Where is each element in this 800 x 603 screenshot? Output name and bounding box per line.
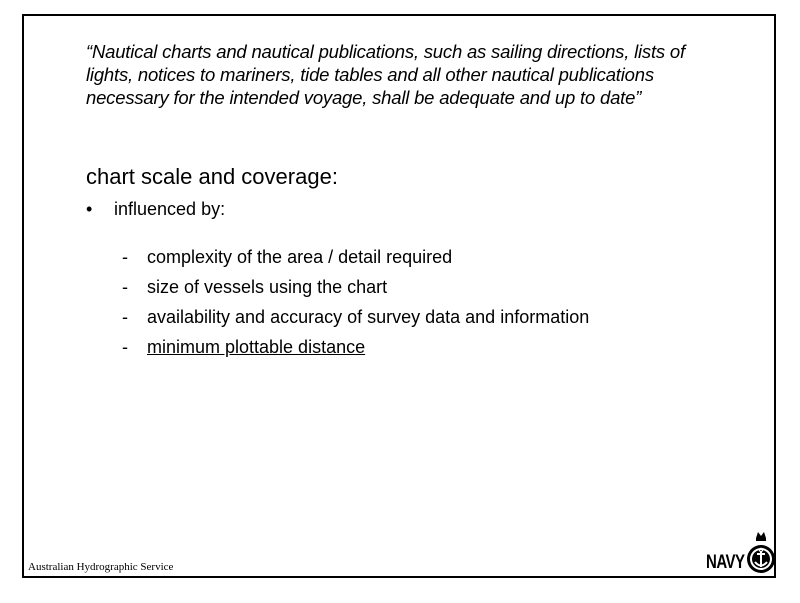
dash-marker: - xyxy=(122,337,128,357)
bullet-item xyxy=(86,199,225,220)
list-item-text: size of vessels using the chart xyxy=(147,277,388,297)
list-item xyxy=(122,276,589,306)
list-item-text: availability and accuracy of survey data and information xyxy=(147,307,590,327)
list-item-text: minimum plottable distance xyxy=(147,337,366,357)
bullet-text: influenced by: xyxy=(114,199,226,219)
list-item xyxy=(122,336,589,366)
sub-list xyxy=(122,246,589,366)
dash-marker: - xyxy=(122,247,128,267)
list-item-text: complexity of the area / detail required xyxy=(147,247,453,267)
navy-logo xyxy=(706,530,776,576)
anchor-crest-icon xyxy=(746,530,776,576)
list-item xyxy=(122,306,589,336)
dash-marker: - xyxy=(122,277,128,297)
regulation-quote: “Nautical charts and nautical publications, such as sailing directions, lists of lights, notices to mariners, tide tables and all other nautical publications necessary for the intended voyage, shall be adequate and up to date” xyxy=(86,41,685,108)
list-item xyxy=(122,246,589,276)
bullet-marker: • xyxy=(86,199,93,219)
footer-organization: Australian Hydrographic Service xyxy=(28,561,174,573)
dash-marker: - xyxy=(122,307,128,327)
section-heading: chart scale and coverage: xyxy=(86,164,338,189)
navy-logo-text: NAVY xyxy=(706,551,745,574)
